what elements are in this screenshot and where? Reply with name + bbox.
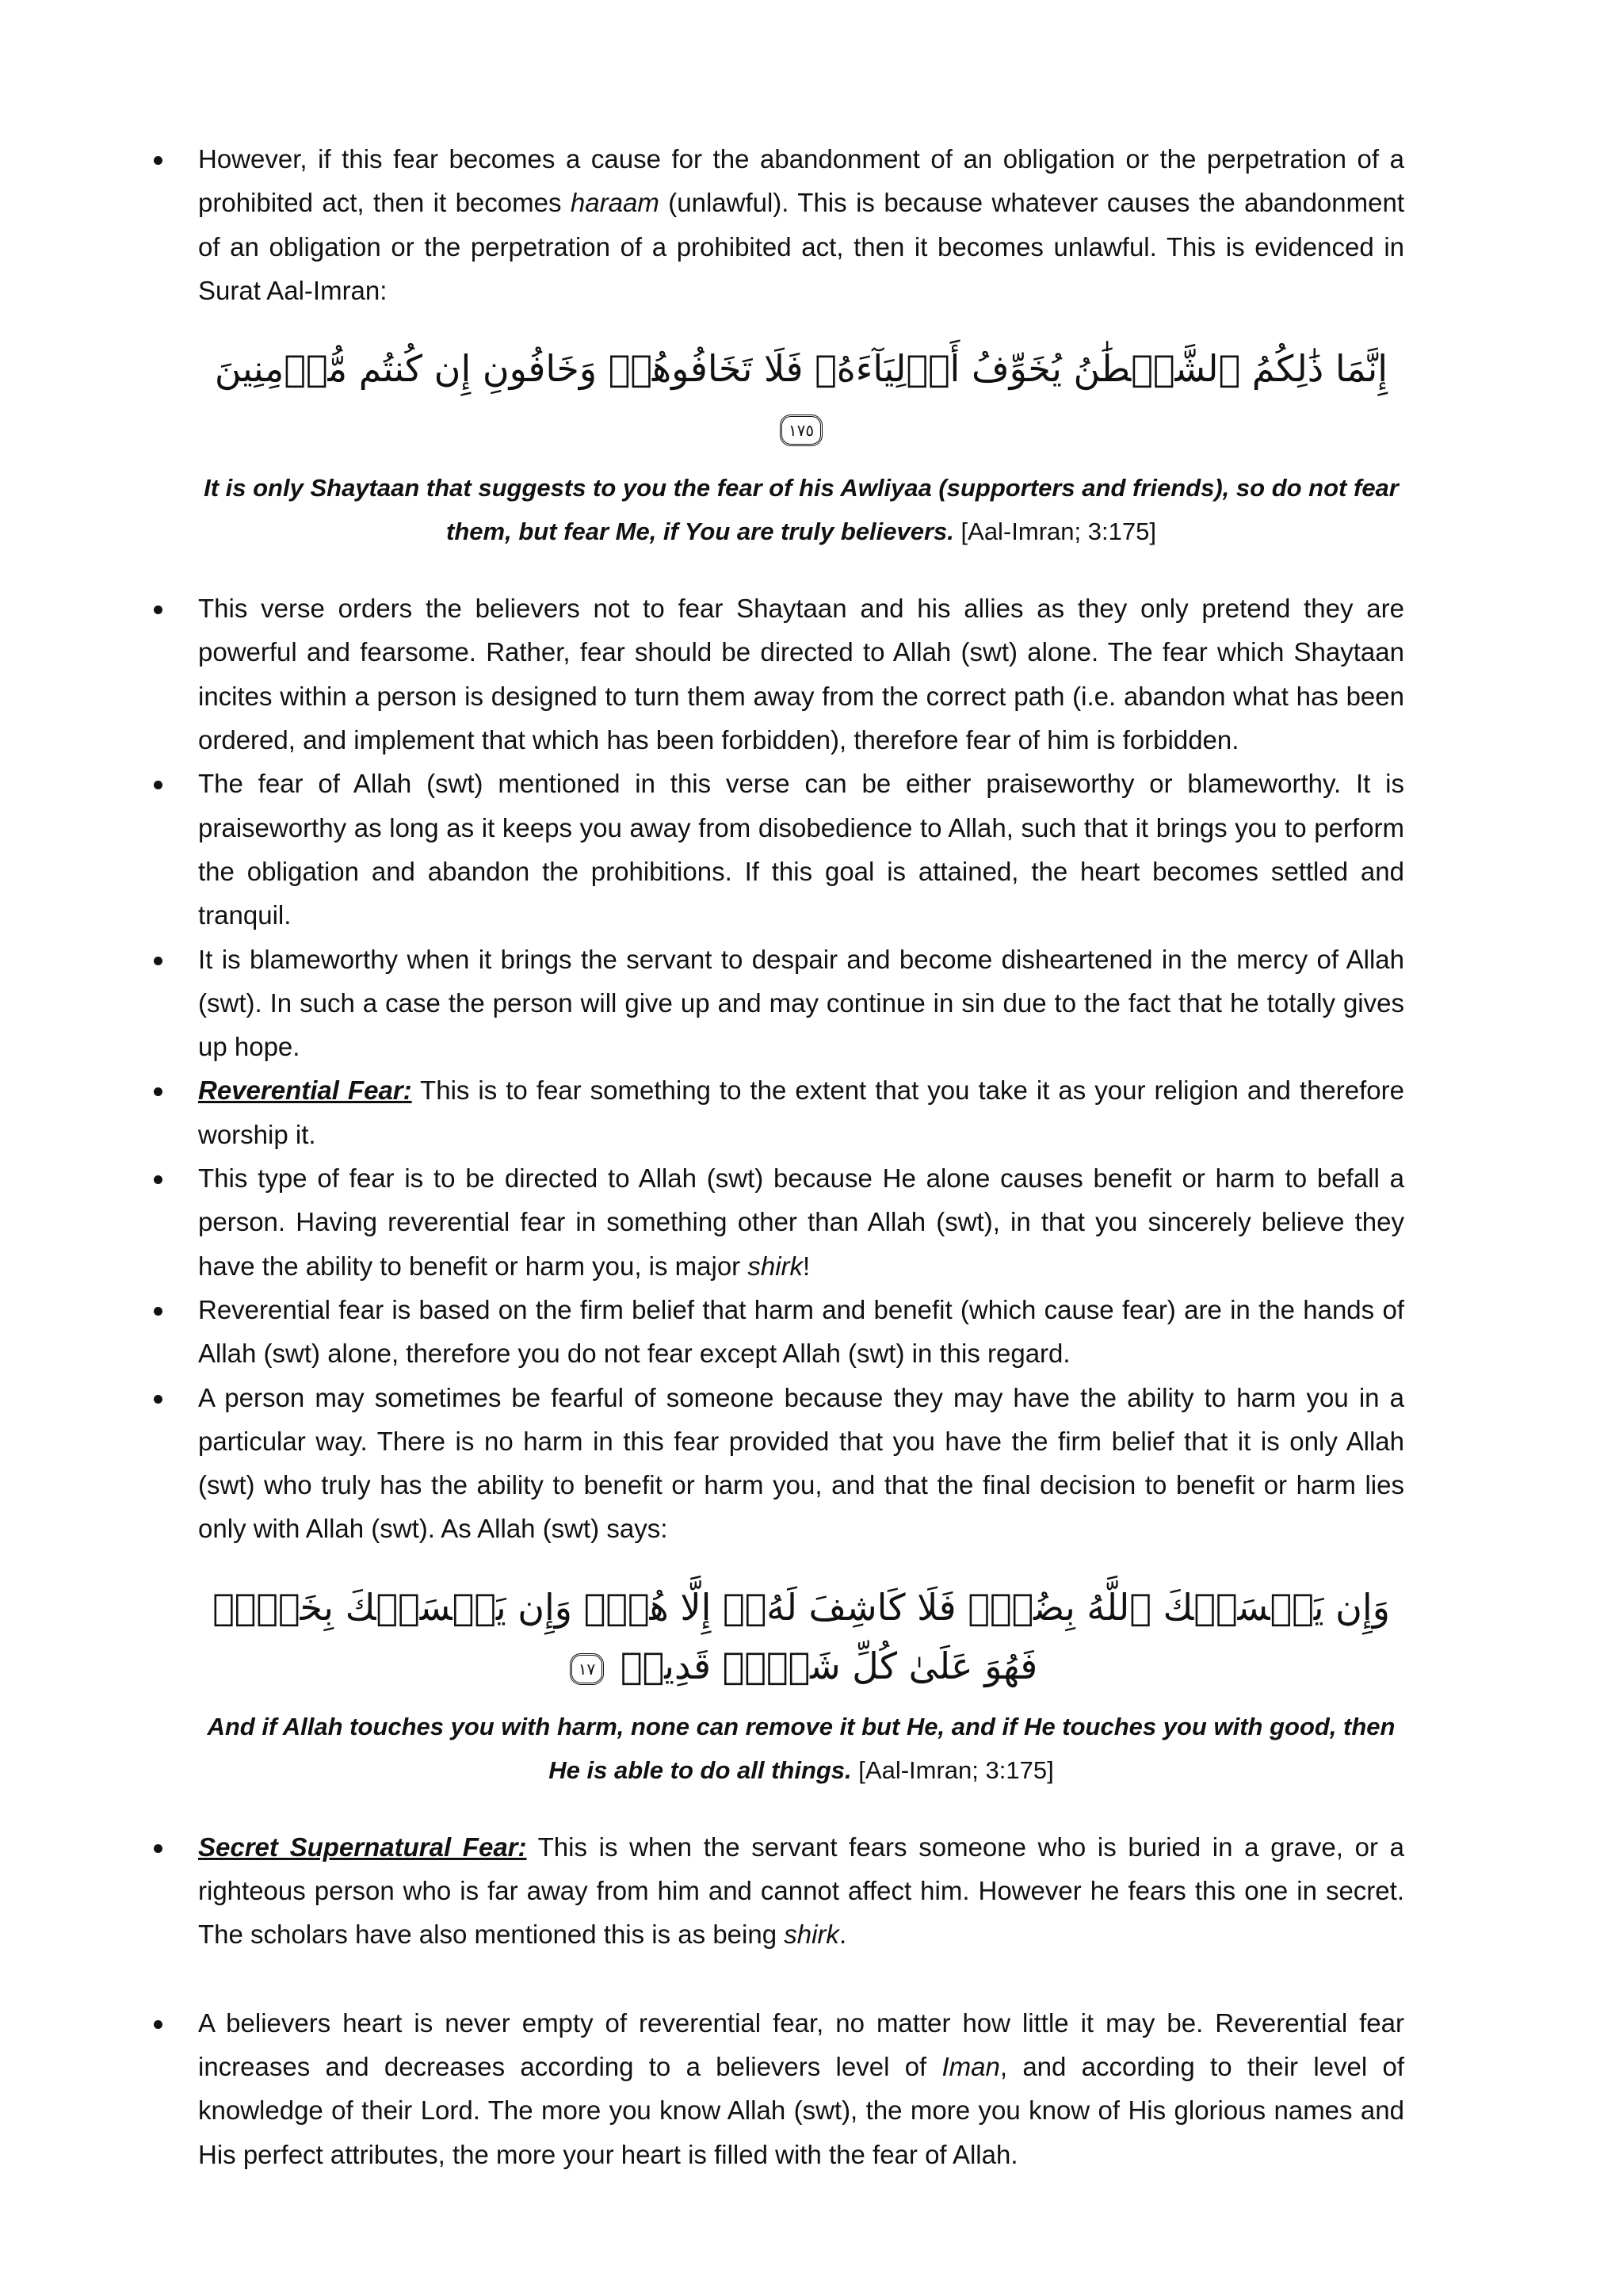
bullet-paragraph-type-of-fear: [198, 1156, 1404, 1288]
paragraph-text: .: [838, 1920, 847, 1950]
quran-verse-arabic: [198, 339, 1404, 457]
paragraph-text: A person may sometimes be fearful of someone because they may have the ability to harm you in a particular way. There is no harm in this fear provided that you have the firm belief that it is only Allah (swt) who truly has the ability to benefit or harm you, and that the final decision to benefit or harm lies only with Allah (swt). As Allah (swt) says:: [198, 1382, 1404, 1544]
bullet-dot: [154, 957, 162, 965]
paragraph-text: This type of fear is to be directed to Allah (swt) because He alone causes benefit or harm to befall a person. Having reverential fear in something other than Allah (swt), in that you sincerely believe they have the ability to benefit or harm you, is major: [198, 1163, 1404, 1281]
paragraph-text: !: [803, 1251, 811, 1281]
bullet-dot: [154, 1087, 162, 1096]
italic-term: shirk: [747, 1251, 804, 1281]
paragraph-text: (unlawful). This is because whatever causes the abandonment of an obligation or the perpetration of a prohibited act, then it becomes unlawful. This is evidenced in Surat Aal-Imran:: [198, 188, 1404, 305]
paragraph-text: , and according to their level of knowledge of their Lord. The more you know Allah (swt), the more you know of His glorious names and His perfect attributes, the more your heart is filled with the fear of Allah.: [198, 2051, 1404, 2169]
bullet-dot: [154, 1395, 162, 1404]
bullet-paragraph-fearful-of-someone: [198, 1376, 1404, 1551]
section-heading: Secret Supernatural Fear:: [198, 1832, 527, 1862]
bullet-dot: [154, 781, 162, 789]
italic-term: Iman: [941, 2051, 1000, 2081]
bullet-paragraph-secret-supernatural-fear: [198, 1825, 1404, 1957]
bullet-dot: [154, 156, 162, 165]
translation-text: It is only Shaytaan that suggests to you the fear of his Awliyaa (supporters and friends), so do not fear them, but fear Me, if You are truly believers.: [204, 474, 1399, 546]
ayah-number-marker: ١٧: [570, 1653, 604, 1685]
verse-arabic-text: إِنَّمَا ذَٰلِكُمُ ٱلشَّيۡطَٰنُ يُخَوِّفُ أَوۡلِيَآءَهُۥ فَلَا تَخَافُوهُمۡ وَخَافُونِ إِن كُنتُم مُّؤۡمِنِينَ: [214, 347, 1388, 391]
bullet-paragraph-blameworthy: [198, 938, 1404, 1069]
bullet-paragraph-firm-belief: [198, 1288, 1404, 1376]
verse-reference: [Aal-Imran; 3:175]: [960, 518, 1156, 546]
paragraph-text: This is to fear something to the extent that you take it as your religion and therefore worship it.: [198, 1075, 1404, 1149]
verse-translation: [198, 466, 1404, 553]
document-content: [198, 137, 1404, 2176]
ayah-number-marker: ١٧٥: [780, 415, 823, 446]
verse-reference: [Aal-Imran; 3:175]: [858, 1755, 1054, 1784]
paragraph-text: It is blameworthy when it brings the servant to despair and become disheartened in the mercy of Allah (swt). In such a case the person will give up and may continue in sin due to the fact that he totally gives up hope.: [198, 944, 1404, 1062]
quran-verse-arabic: [198, 1578, 1404, 1695]
paragraph-text: This is when the servant fears someone who is buried in a grave, or a righteous person who is far away from him and cannot affect him. However he fears this one in secret. The scholars have also mentioned this is as being: [198, 1832, 1404, 1950]
bullet-dot: [154, 1175, 162, 1184]
bullet-paragraph-believers-heart: [198, 2001, 1404, 2176]
translation-text: And if Allah touches you with harm, none can remove it but He, and if He touches you with good, then He is able to do all things.: [207, 1712, 1396, 1784]
paragraph-text: This verse orders the believers not to fear Shaytaan and his allies as they only pretend they are powerful and fearsome. Rather, fear should be directed to Allah (swt) alone. The fear which Shaytaan incites within a person is designed to turn them away from the correct path (i.e. abandon what has been ordered, and implement that which has been forbidden), therefore fear of him is forbidden.: [198, 594, 1404, 755]
section-heading: Reverential Fear:: [198, 1075, 412, 1106]
bullet-dot: [154, 1307, 162, 1316]
paragraph-text: Reverential fear is based on the firm belief that harm and benefit (which cause fear) are in the hands of Allah (swt) alone, therefore you do not fear except Allah (swt) in this regard.: [198, 1294, 1404, 1369]
bullet-dot: [154, 2020, 162, 2029]
paragraph-text: A believers heart is never empty of reverential fear, no matter how little it may be. Reverential fear increases and decreases according to a believers level of: [198, 2008, 1404, 2081]
paragraph-text: However, if this fear becomes a cause for the abandonment of an obligation or the perpetration of a prohibited act, then it becomes: [198, 144, 1404, 218]
bullet-paragraph-haraam: [198, 137, 1404, 312]
verse-arabic-text: وَإِن يَمۡسَسۡكَ ٱللَّهُ بِضُرّٖ فَلَا كَاشِفَ لَهُۥٓ إِلَّا هُوَۖ وَإِن يَمۡسَسۡكَ بِخَيۡرٖ فَهُوَ عَلَىٰ كُلِّ شَيۡءٖ قَدِيرٞ: [212, 1585, 1390, 1687]
verse-translation: [198, 1705, 1404, 1792]
italic-term: shirk: [784, 1920, 839, 1950]
bullet-paragraph-praiseworthy: [198, 762, 1404, 937]
bullet-dot: [154, 1844, 162, 1853]
italic-term: haraam: [570, 188, 659, 218]
bullet-paragraph-shaytaan: [198, 586, 1404, 762]
bullet-paragraph-reverential-fear: [198, 1068, 1404, 1156]
bullet-dot: [154, 606, 162, 614]
paragraph-text: The fear of Allah (swt) mentioned in this verse can be either praiseworthy or blameworthy. It is praiseworthy as long as it keeps you away from disobedience to Allah, such that it brings you to perform the obligation and abandon the prohibitions. If this goal is attained, the heart becomes settled and tranquil.: [198, 769, 1404, 930]
